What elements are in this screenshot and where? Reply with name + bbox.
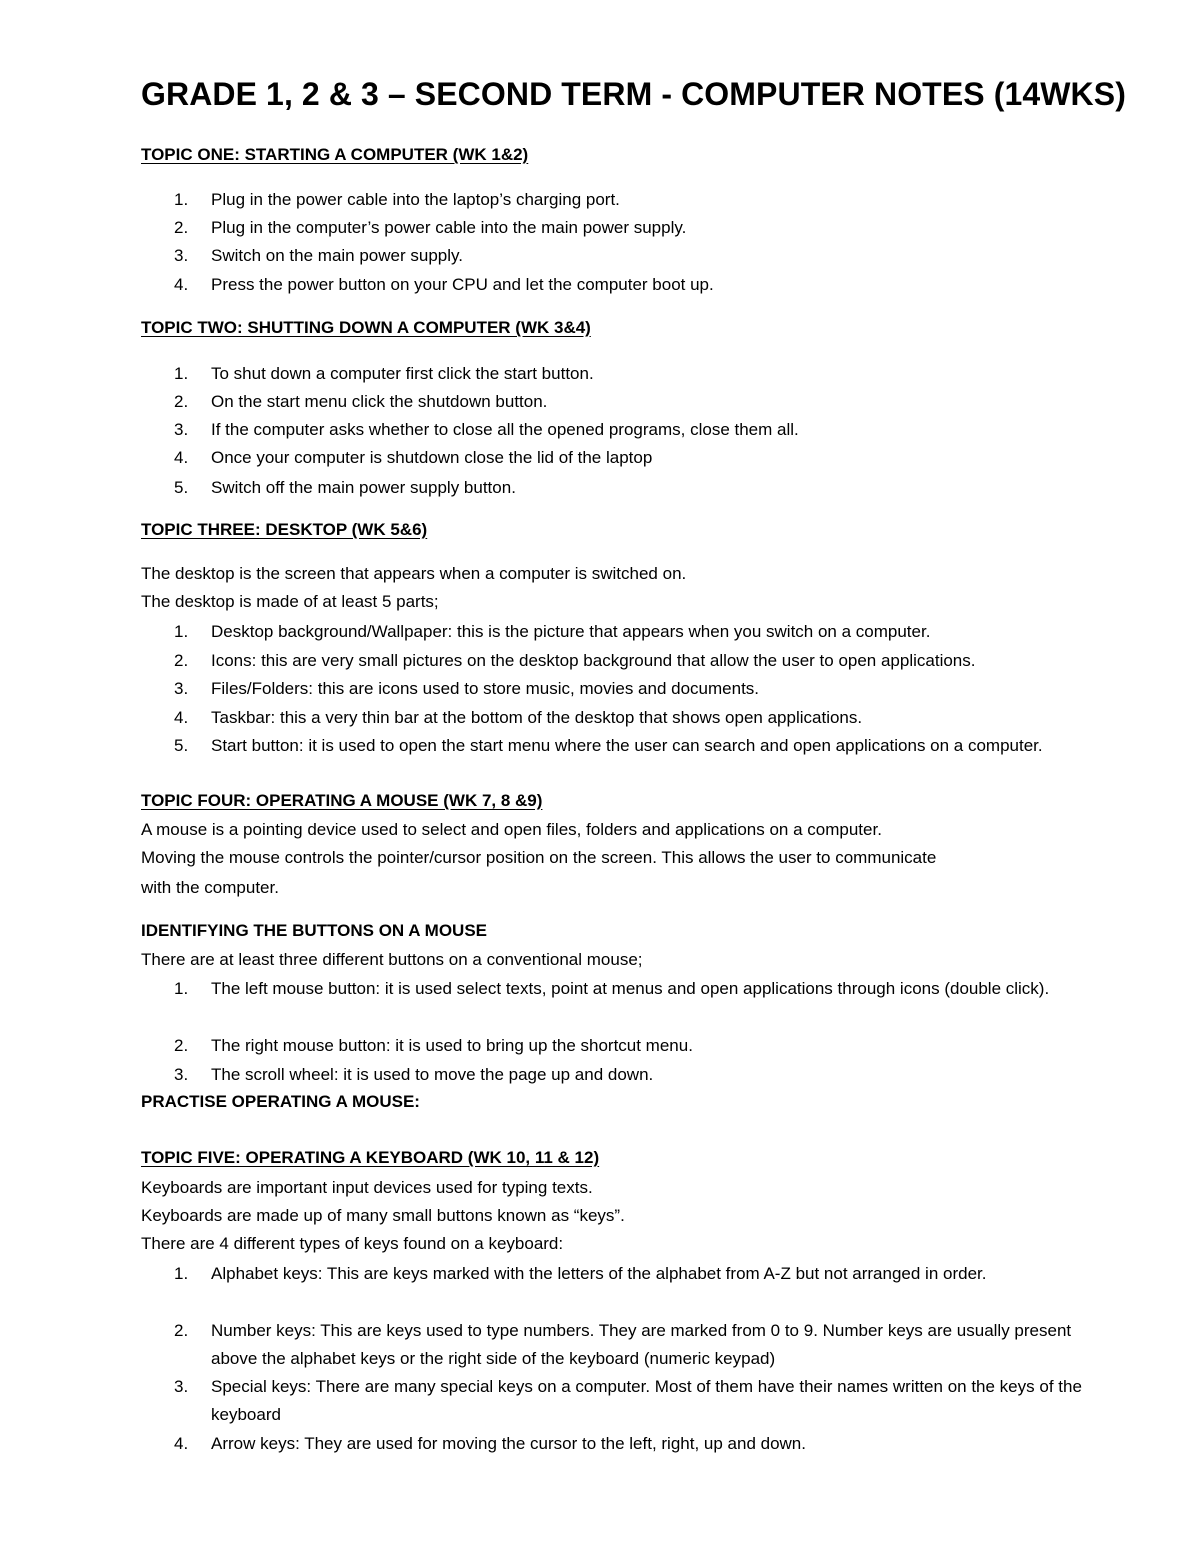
paragraph: There are 4 different types of keys found on a keyboard: <box>141 1234 564 1253</box>
list-number: 4. <box>174 1434 189 1453</box>
list-number: 2. <box>174 1321 189 1340</box>
list-number: 1. <box>174 1264 189 1283</box>
list-item-text: Plug in the power cable into the laptop’s charging port. <box>211 190 620 209</box>
list-number: 5. <box>174 736 189 755</box>
document-title: GRADE 1, 2 & 3 – SECOND TERM - COMPUTER NOTES (14WKS) <box>141 76 1126 112</box>
practise-heading: PRACTISE OPERATING A MOUSE: <box>141 1092 420 1111</box>
topic-two-heading: TOPIC TWO: SHUTTING DOWN A COMPUTER (WK 3&4) <box>141 318 591 337</box>
topic-five-heading: TOPIC FIVE: OPERATING A KEYBOARD (WK 10, 11 & 12) <box>141 1148 600 1167</box>
paragraph: The desktop is the screen that appears when a computer is switched on. <box>141 564 687 583</box>
list-number: 3. <box>174 679 189 698</box>
list-number: 4. <box>174 708 189 727</box>
list-number: 2. <box>174 1036 189 1055</box>
list-number: 5. <box>174 478 189 497</box>
list-number: 4. <box>174 275 189 294</box>
list-number: 2. <box>174 651 189 670</box>
mouse-buttons-heading: IDENTIFYING THE BUTTONS ON A MOUSE <box>141 921 487 940</box>
list-item-text: Press the power button on your CPU and let the computer boot up. <box>211 275 714 294</box>
list-number: 1. <box>174 622 189 641</box>
topic-four-heading: TOPIC FOUR: OPERATING A MOUSE (WK 7, 8 &9) <box>141 791 543 810</box>
list-item-text: Switch on the main power supply. <box>211 246 463 265</box>
list-number: 1. <box>174 190 189 209</box>
paragraph: Moving the mouse controls the pointer/cursor position on the screen. This allows the user to communicate <box>141 848 937 867</box>
list-item-text: The right mouse button: it is used to bring up the shortcut menu. <box>211 1036 693 1055</box>
list-item-text: To shut down a computer first click the start button. <box>211 364 594 383</box>
list-number: 3. <box>174 1065 189 1084</box>
list-number: 3. <box>174 246 189 265</box>
list-number: 3. <box>174 420 189 439</box>
list-item-text: If the computer asks whether to close all the opened programs, close them all. <box>211 420 799 439</box>
list-item-text: Files/Folders: this are icons used to store music, movies and documents. <box>211 679 760 698</box>
list-item-text: On the start menu click the shutdown button. <box>211 392 548 411</box>
list-item-text: Arrow keys: They are used for moving the cursor to the left, right, up and down. <box>211 1434 806 1453</box>
list-item-text: The left mouse button: it is used select texts, point at menus and open applications through icons (double click). <box>211 979 1050 998</box>
paragraph: There are at least three different buttons on a conventional mouse; <box>141 950 643 969</box>
list-item-text: Icons: this are very small pictures on the desktop background that allow the user to open applications. <box>211 651 976 670</box>
topic-three-heading: TOPIC THREE: DESKTOP (WK 5&6) <box>141 520 428 539</box>
list-item-text: Number keys: This are keys used to type numbers. They are marked from 0 to 9. Number keys are usually present above the alphabet keys or the right side of the keyboard (numeric keypad) <box>211 1321 1072 1368</box>
list-number: 4. <box>174 448 189 467</box>
list-item-text: Alphabet keys: This are keys marked with the letters of the alphabet from A-Z but not arranged in order. <box>211 1264 987 1283</box>
list-item-text: Desktop background/Wallpaper: this is the picture that appears when you switch on a computer. <box>211 622 931 641</box>
list-item-text: Once your computer is shutdown close the lid of the laptop <box>211 448 653 467</box>
list-item-text: The scroll wheel: it is used to move the page up and down. <box>211 1065 654 1084</box>
paragraph: Keyboards are important input devices used for typing texts. <box>141 1178 593 1197</box>
paragraph: with the computer. <box>141 878 279 897</box>
paragraph: The desktop is made of at least 5 parts; <box>141 592 439 611</box>
list-number: 2. <box>174 218 189 237</box>
list-number: 3. <box>174 1377 189 1396</box>
paragraph: A mouse is a pointing device used to select and open files, folders and applications on a computer. <box>141 820 882 839</box>
list-item-text: Start button: it is used to open the start menu where the user can search and open applications on a computer. <box>211 736 1043 755</box>
list-item-text: Taskbar: this a very thin bar at the bottom of the desktop that shows open applications. <box>211 708 863 727</box>
list-number: 1. <box>174 979 189 998</box>
list-item-text: Plug in the computer’s power cable into the main power supply. <box>211 218 687 237</box>
list-number: 1. <box>174 364 189 383</box>
list-item-text: Switch off the main power supply button. <box>211 478 516 497</box>
topic-one-heading: TOPIC ONE: STARTING A COMPUTER (WK 1&2) <box>141 145 529 164</box>
list-item-text: Special keys: There are many special keys on a computer. Most of them have their names written on the keys of the keyboard <box>211 1377 1082 1424</box>
list-number: 2. <box>174 392 189 411</box>
paragraph: Keyboards are made up of many small buttons known as “keys”. <box>141 1206 625 1225</box>
